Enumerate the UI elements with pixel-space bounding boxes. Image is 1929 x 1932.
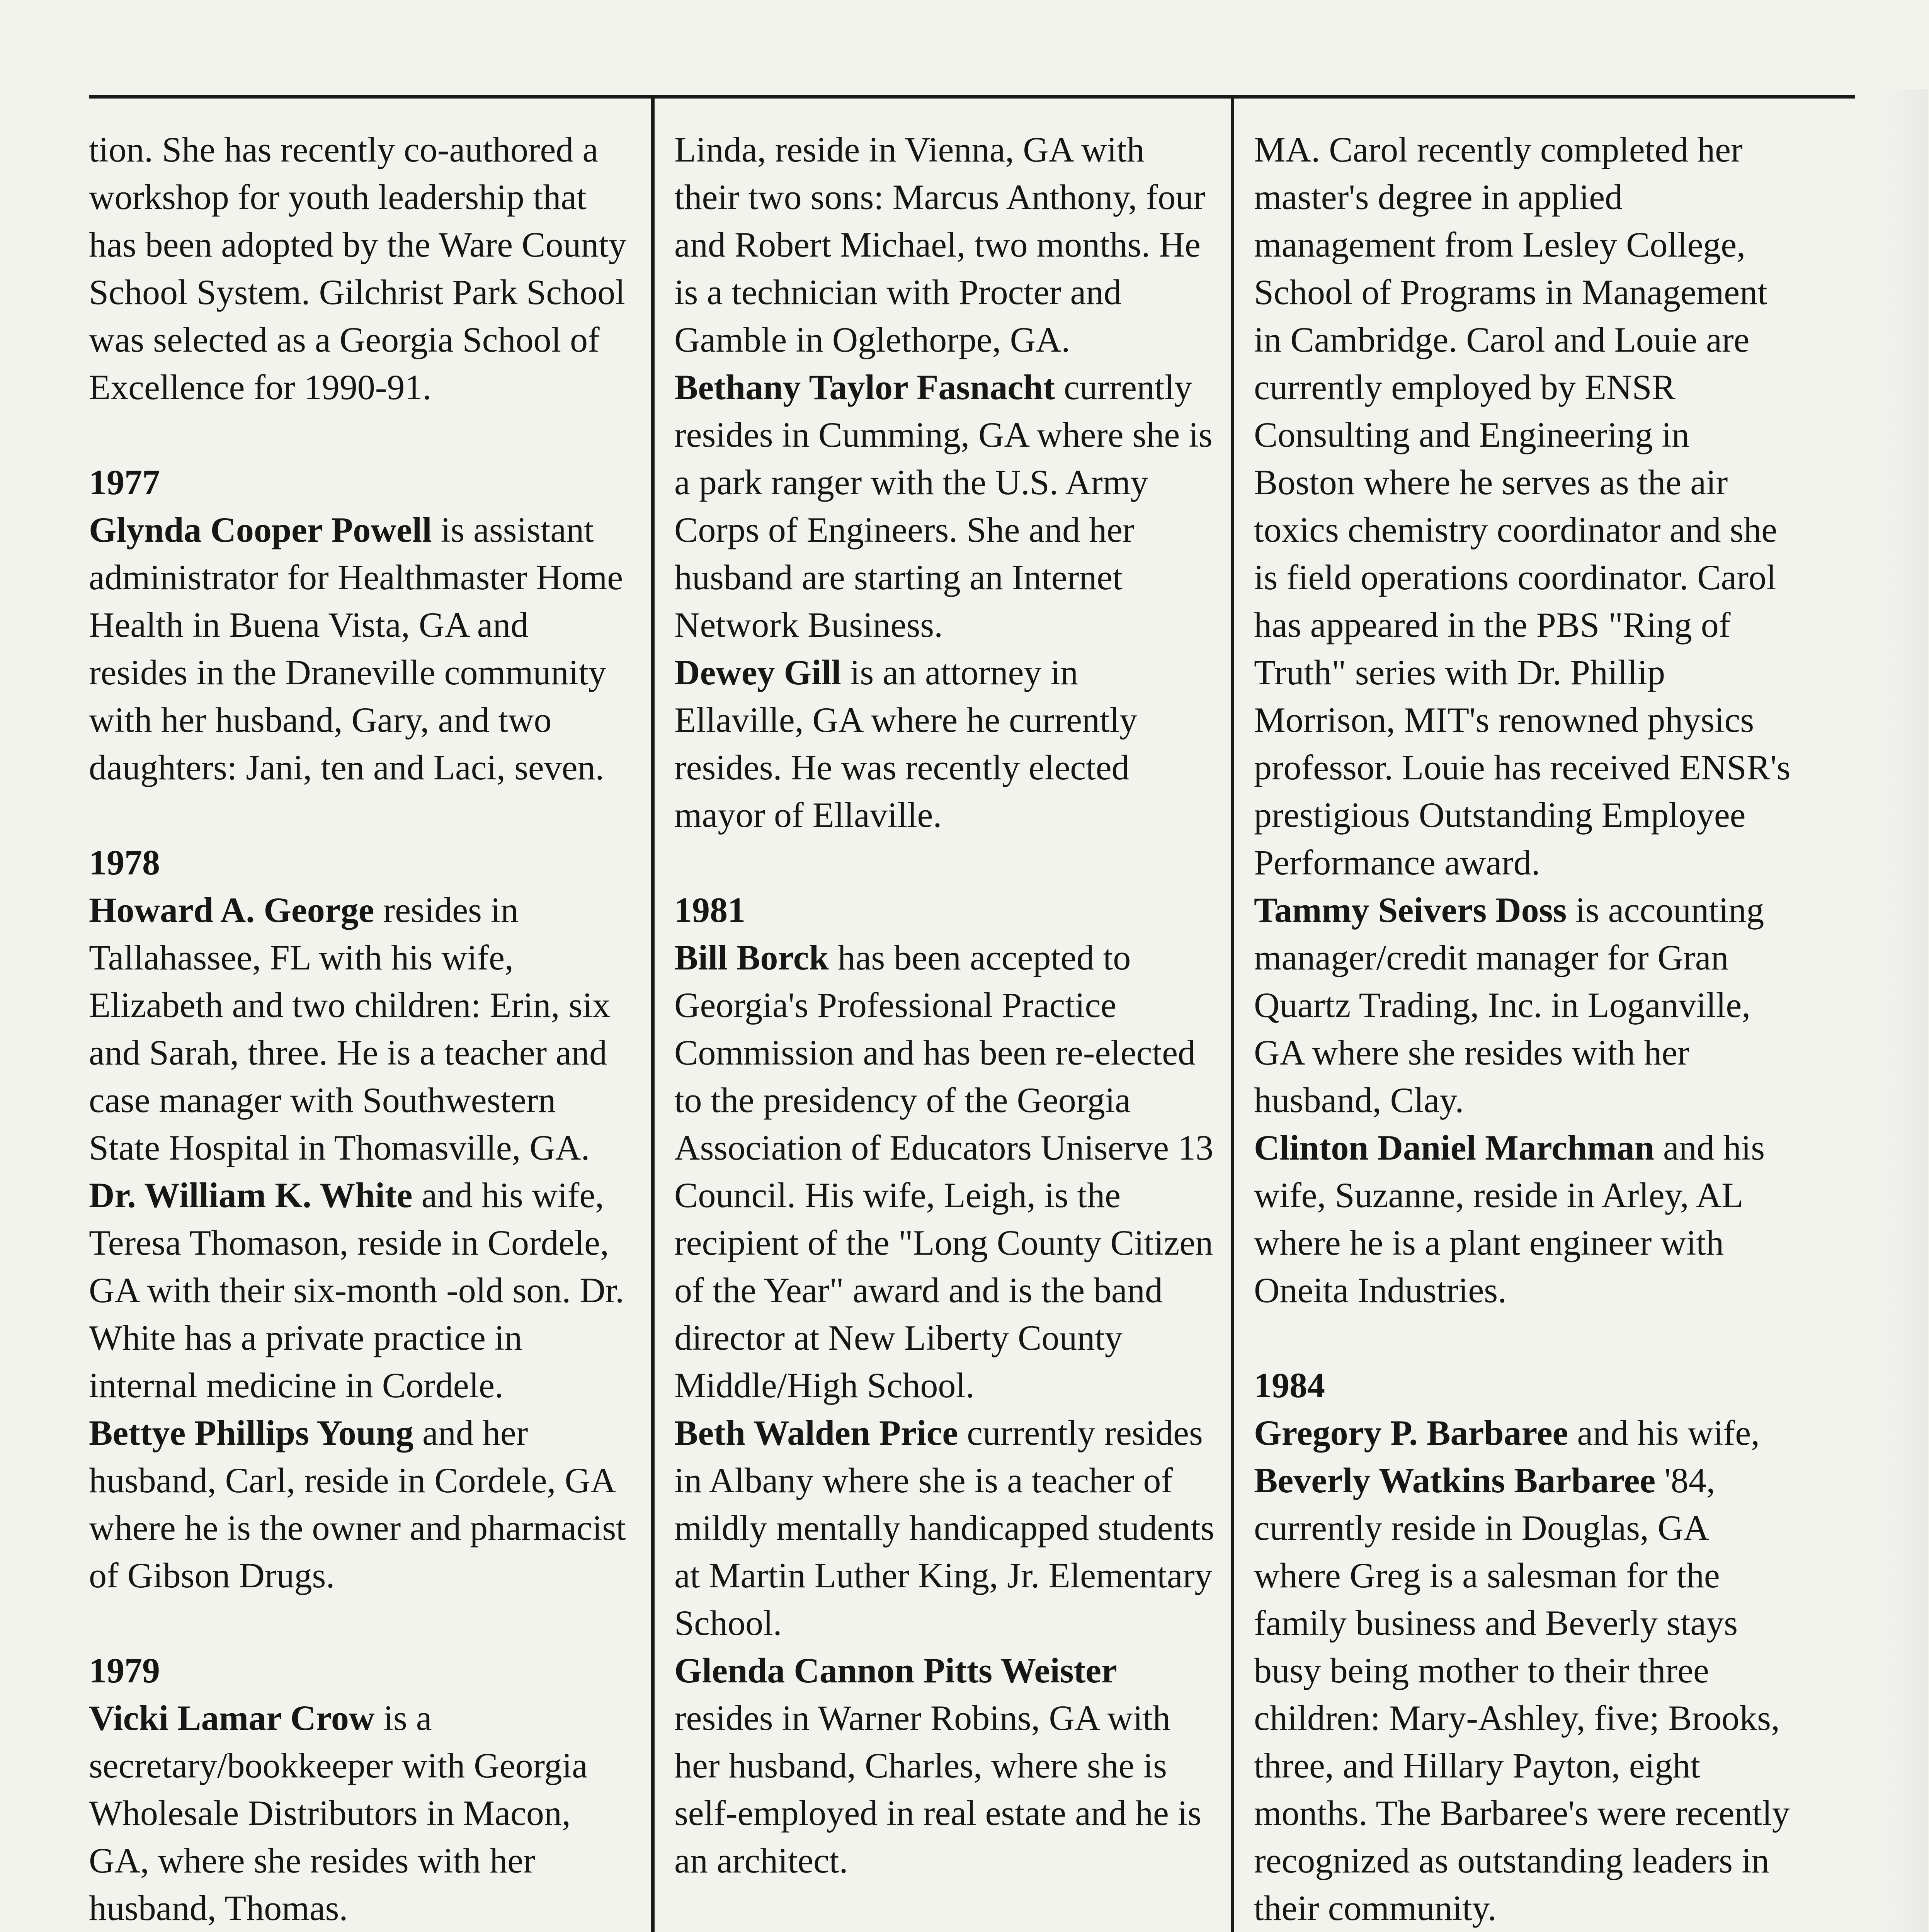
- note-text: is a secretary/bookkeeper with Georgia Wholesale Distributors in Macon, GA, where she resides with her husband, Thomas.: [89, 1698, 588, 1928]
- alumni-note: [674, 1647, 1215, 1884]
- alumni-name: Glenda Cannon Pitts Weister: [674, 1651, 1117, 1690]
- class-year-heading: 1979: [89, 1651, 160, 1690]
- alumni-name: Tammy Seivers Doss: [1254, 890, 1567, 930]
- alumni-note: [89, 1694, 634, 1932]
- alumni-name: Beth Walden Price: [674, 1413, 958, 1452]
- alumni-note: [89, 886, 634, 1172]
- alumni-name: Clinton Daniel Marchman: [1254, 1128, 1654, 1167]
- alumni-note: [1254, 886, 1795, 1124]
- column-divider-1: [651, 95, 655, 1932]
- paragraph: Linda, reside in Vienna, GA with their two sons: Marcus Anthony, four and Robert Michael, two months. He is a technician with Procter and Gamble in Oglethorpe, GA.: [674, 130, 1205, 359]
- note-text: is an attorney in Ellaville, GA where he currently resides. He was recently elected mayor of Ellaville.: [674, 653, 1138, 835]
- class-year-heading: 1977: [89, 463, 160, 502]
- alumni-name: Beverly Watkins Barbaree: [1254, 1461, 1656, 1500]
- note-text: and his wife, Teresa Thomason, reside in Cordele, GA with their six-month -old son. Dr. White has a private practice in internal medicine in Cordele.: [89, 1175, 624, 1405]
- column-1: [89, 126, 634, 1932]
- alumni-name: Glynda Cooper Powell: [89, 510, 432, 549]
- alumni-note: [674, 1409, 1215, 1647]
- class-year-heading: 1978: [89, 843, 160, 882]
- class-year-heading: 1981: [674, 890, 745, 930]
- note-text: resides in Tallahassee, FL with his wife, Elizabeth and two children: Erin, six and Sarah, three. He is a teacher and case manager with Southwestern State Hospital in Thomasville, GA.: [89, 890, 610, 1167]
- note-text: and her husband, Carl, reside in Cordele, GA where he is the owner and pharmacist of Gibson Drugs.: [89, 1413, 626, 1595]
- alumni-note: [1254, 1124, 1795, 1314]
- alumni-name: Dr. William K. White: [89, 1175, 413, 1215]
- alumni-name: Dewey Gill: [674, 653, 841, 692]
- alumni-note: [674, 364, 1215, 649]
- column-3: [1254, 126, 1795, 1932]
- paragraph: tion. She has recently co-authored a workshop for youth leadership that has been adopted by the Ware County School System. Gilchrist Park School was selected as a Georgia School of Excellence for 1990-91.: [89, 130, 626, 407]
- note-text: currently resides in Albany where she is a teacher of mildly mentally handicapped students at Martin Luther King, Jr. Elementary School.: [674, 1413, 1215, 1643]
- note-text: resides in Warner Robins, GA with her husband, Charles, where she is self-employed in real estate and he is an architect.: [674, 1698, 1202, 1880]
- alumni-note: [674, 649, 1215, 839]
- alumni-name: Bill Borck: [674, 938, 829, 977]
- note-text: has been accepted to Georgia's Professional Practice Commission and has been re-elected to the presidency of the Georgia Association of Educators Uniserve 13 Council. His wife, Leigh, is the recipient of the "Long County Citizen of the Year" award and is the band director at New Liberty County Middle/High School.: [674, 938, 1214, 1405]
- header-rule: [89, 95, 1855, 99]
- alumni-note: [89, 506, 634, 791]
- alumni-note: [89, 1409, 634, 1599]
- alumni-name: Bettye Phillips Young: [89, 1413, 414, 1452]
- alumni-name: Gregory P. Barbaree: [1254, 1413, 1568, 1452]
- note-text: and his wife,: [1568, 1413, 1760, 1452]
- alumni-note: [89, 1172, 634, 1409]
- note-text: is assistant administrator for Healthmaster Home Health in Buena Vista, GA and resides in the Draneville community with her husband, Gary, and two daughters: Jani, ten and Laci, seven.: [89, 510, 623, 787]
- column-divider-2: [1231, 95, 1234, 1932]
- note-text: is accounting manager/credit manager for Gran Quartz Trading, Inc. in Loganville, GA where she resides with her husband, Clay.: [1254, 890, 1764, 1120]
- note-text: '84, currently reside in Douglas, GA where Greg is a salesman for the family business and Beverly stays busy being mother to their three children: Mary-Ashley, five; Brooks, three, and Hillary Payton, eight months. The Barbaree's were recently recognized as outstanding leaders in their community.: [1254, 1461, 1790, 1928]
- note-text: and his wife, Suzanne, reside in Arley, AL where he is a plant engineer with Oneita Industries.: [1254, 1128, 1765, 1310]
- note-text: currently resides in Cumming, GA where she is a park ranger with the U.S. Army Corps of Engineers. She and her husband are starting an Internet Network Business.: [674, 367, 1213, 645]
- paragraph: MA. Carol recently completed her master's degree in applied management from Lesley College, School of Programs in Management in Cambridge. Carol and Louie are currently employed by ENSR Consulting and Engineering in Boston where he serves as the air toxics chemistry coordinator and she is field operations coordinator. Carol has appeared in the PBS "Ring of Truth" series with Dr. Phillip Morrison, MIT's renowned physics professor. Louie has received ENSR's prestigious Outstanding Employee Performance award.: [1254, 130, 1791, 882]
- column-2: [674, 126, 1215, 1932]
- page-edge-shadow: [1878, 89, 1928, 1932]
- alumni-note: [1254, 1409, 1795, 1932]
- alumni-name: Howard A. George: [89, 890, 374, 930]
- alumni-note: [674, 934, 1215, 1409]
- alumni-name: Vicki Lamar Crow: [89, 1698, 375, 1738]
- class-year-heading: 1984: [1254, 1366, 1325, 1405]
- alumni-name: Bethany Taylor Fasnacht: [674, 367, 1055, 407]
